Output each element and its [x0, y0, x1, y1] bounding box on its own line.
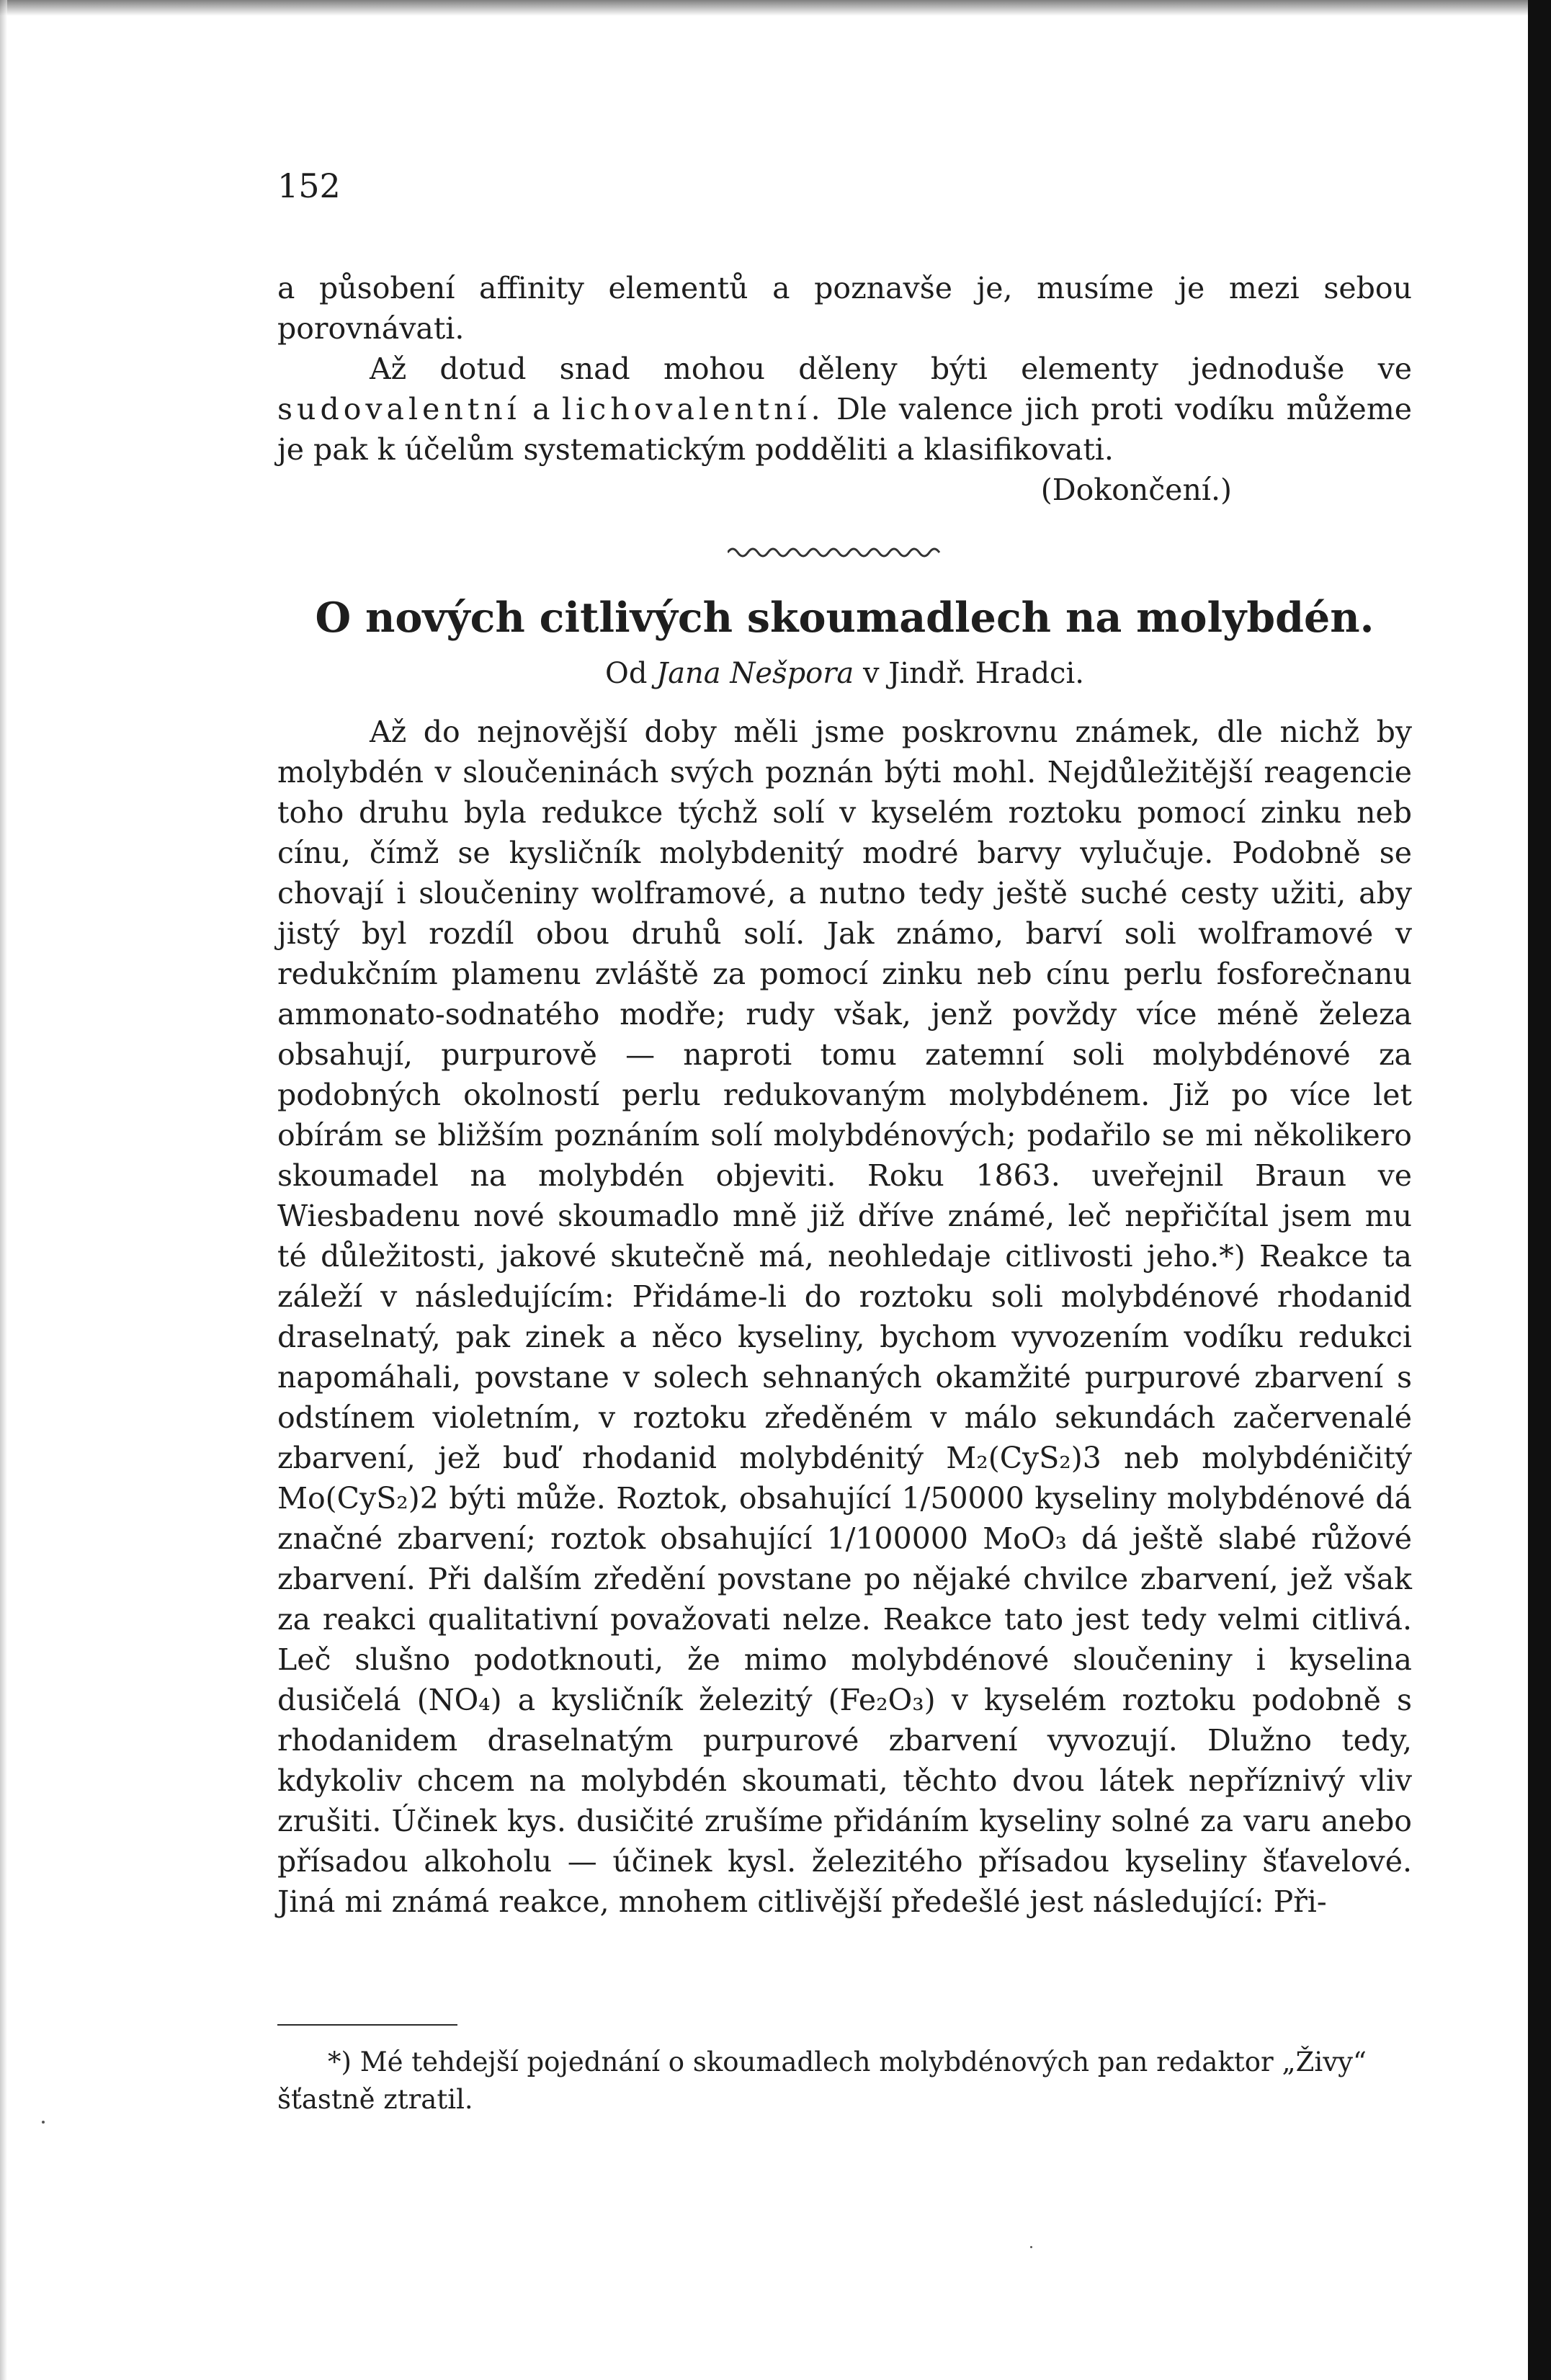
valence-text-start: Až dotud snad mohou děleny býti elementy jednoduše ve	[370, 352, 1412, 386]
article-byline	[277, 653, 1412, 694]
continuation-paragraph: a působení affinity elementů a poznavše je, musíme je mezi sebou porovnávati.	[277, 271, 1412, 346]
continuation-closing-note: (Dokončení.)	[1040, 473, 1232, 507]
author-location: v Jindř. Hradci.	[862, 657, 1084, 690]
scan-left-shadow	[0, 0, 7, 2380]
article-title: O nových citlivých skoumadlech na molybdén.	[315, 594, 1375, 642]
article-body	[277, 712, 1412, 1922]
page-number: 152	[277, 166, 341, 205]
term-lichovalentni: lichovalentní.	[562, 392, 825, 426]
footnote-separator	[277, 2024, 457, 2026]
term-sudovalentni: sudovalentní	[277, 392, 521, 426]
scan-right-border	[1528, 0, 1551, 2380]
book-page	[277, 0, 1412, 2380]
author-name: Jana Nešpora	[656, 657, 854, 690]
previous-article-ending	[277, 268, 1412, 510]
footnote: *) Mé tehdejší pojednání o skoumadlech molybdénových pan redaktor „Živy“ šťastně ztratil.	[277, 2046, 1367, 2115]
paper-speck	[42, 2121, 45, 2124]
paper-speck	[1030, 2246, 1032, 2248]
valence-text-join: a	[532, 392, 550, 426]
valence-paragraph	[277, 349, 1412, 470]
byline-prefix: Od	[605, 657, 648, 690]
section-divider-ornament	[728, 544, 944, 561]
valence-text-end: Dle valence jich proti vodíku můžeme je pak k účelům systematickým podděliti a klasifikovati.	[277, 392, 1412, 467]
article-paragraph: Až do nejnovější doby měli jsme poskrovnu známek, dle nichž by molybdén v sloučeninách svých poznán býti mohl. Nejdůležitější reagencie toho druhu byla redukce týchž solí v kyselém roztoku pomocí zinku neb cínu, čímž se kysličník molybdenitý modré barvy vylučuje. Podobně se chovají i sloučeniny wolframové, a nutno tedy ještě suché cesty užiti, aby jistý byl rozdíl obou druhů solí. Jak známo, barví soli wolframové v redukčním plamenu zvláště za pomocí zinku neb cínu perlu fosforečnanu ammonato-sodnatého modře; rudy však, jenž povždy více méně železa obsahují, purpurově — naproti tomu zatemní soli molybdénové za podobných okolností perlu redukovaným molybdénem. Již po více let obírám se bližším poznáním solí molybdénových; podařilo se mi několikero skoumadel na molybdén objeviti. Roku 1863. uveřejnil Braun ve Wiesbadenu nové skoumadlo mně již dříve známé, leč nepřičítal jsem mu té důležitosti, jakové skutečně má, neohledaje citlivosti jeho.*) Reakce ta záleží v následujícím: Přidáme-li do roztoku soli molybdénové rhodanid draselnatý, pak zinek a něco kyseliny, bychom vyvozením vodíku redukci napomáhali, povstane v solech sehnaných okamžité purpurové zbarvení s odstínem violetním, v roztoku zředěném v málo sekundách začervenalé zbarvení, jež buď rhodanid molybdénitý M₂(CyS₂)3 neb molybdéničitý Mo(CyS₂)2 býti může. Roztok, obsahující 1/50000 kyseliny molybdénové dá značné zbarvení; roztok obsahující 1/100000 MoO₃ dá ještě slabé růžové zbarvení. Při dalším zředění povstane po nějaké chvilce zbarvení, jež však za reakci qualitativní považovati nelze. Reakce tato jest tedy velmi citlivá. Leč slušno podotknouti, že mimo molybdénové sloučeniny i kyselina dusičelá (NO₄) a kysličník železitý (Fe₂O₃) v kyselém roztoku podobně s rhodanidem draselnatým purpurové zbarvení vyvozují. Dlužno tedy, kdykoliv chcem na molybdén skoumati, těchto dvou látek nepříznivý vliv zrušiti. Účinek kys. dusičité zrušíme přidáním kyseliny solné za varu anebo přísadou alkoholu — účinek kysl. železitého přísadou kyseliny šťavelové. Jiná mi známá reakce, mnohem citlivější předešlé jest následující: Při-	[277, 715, 1412, 1919]
